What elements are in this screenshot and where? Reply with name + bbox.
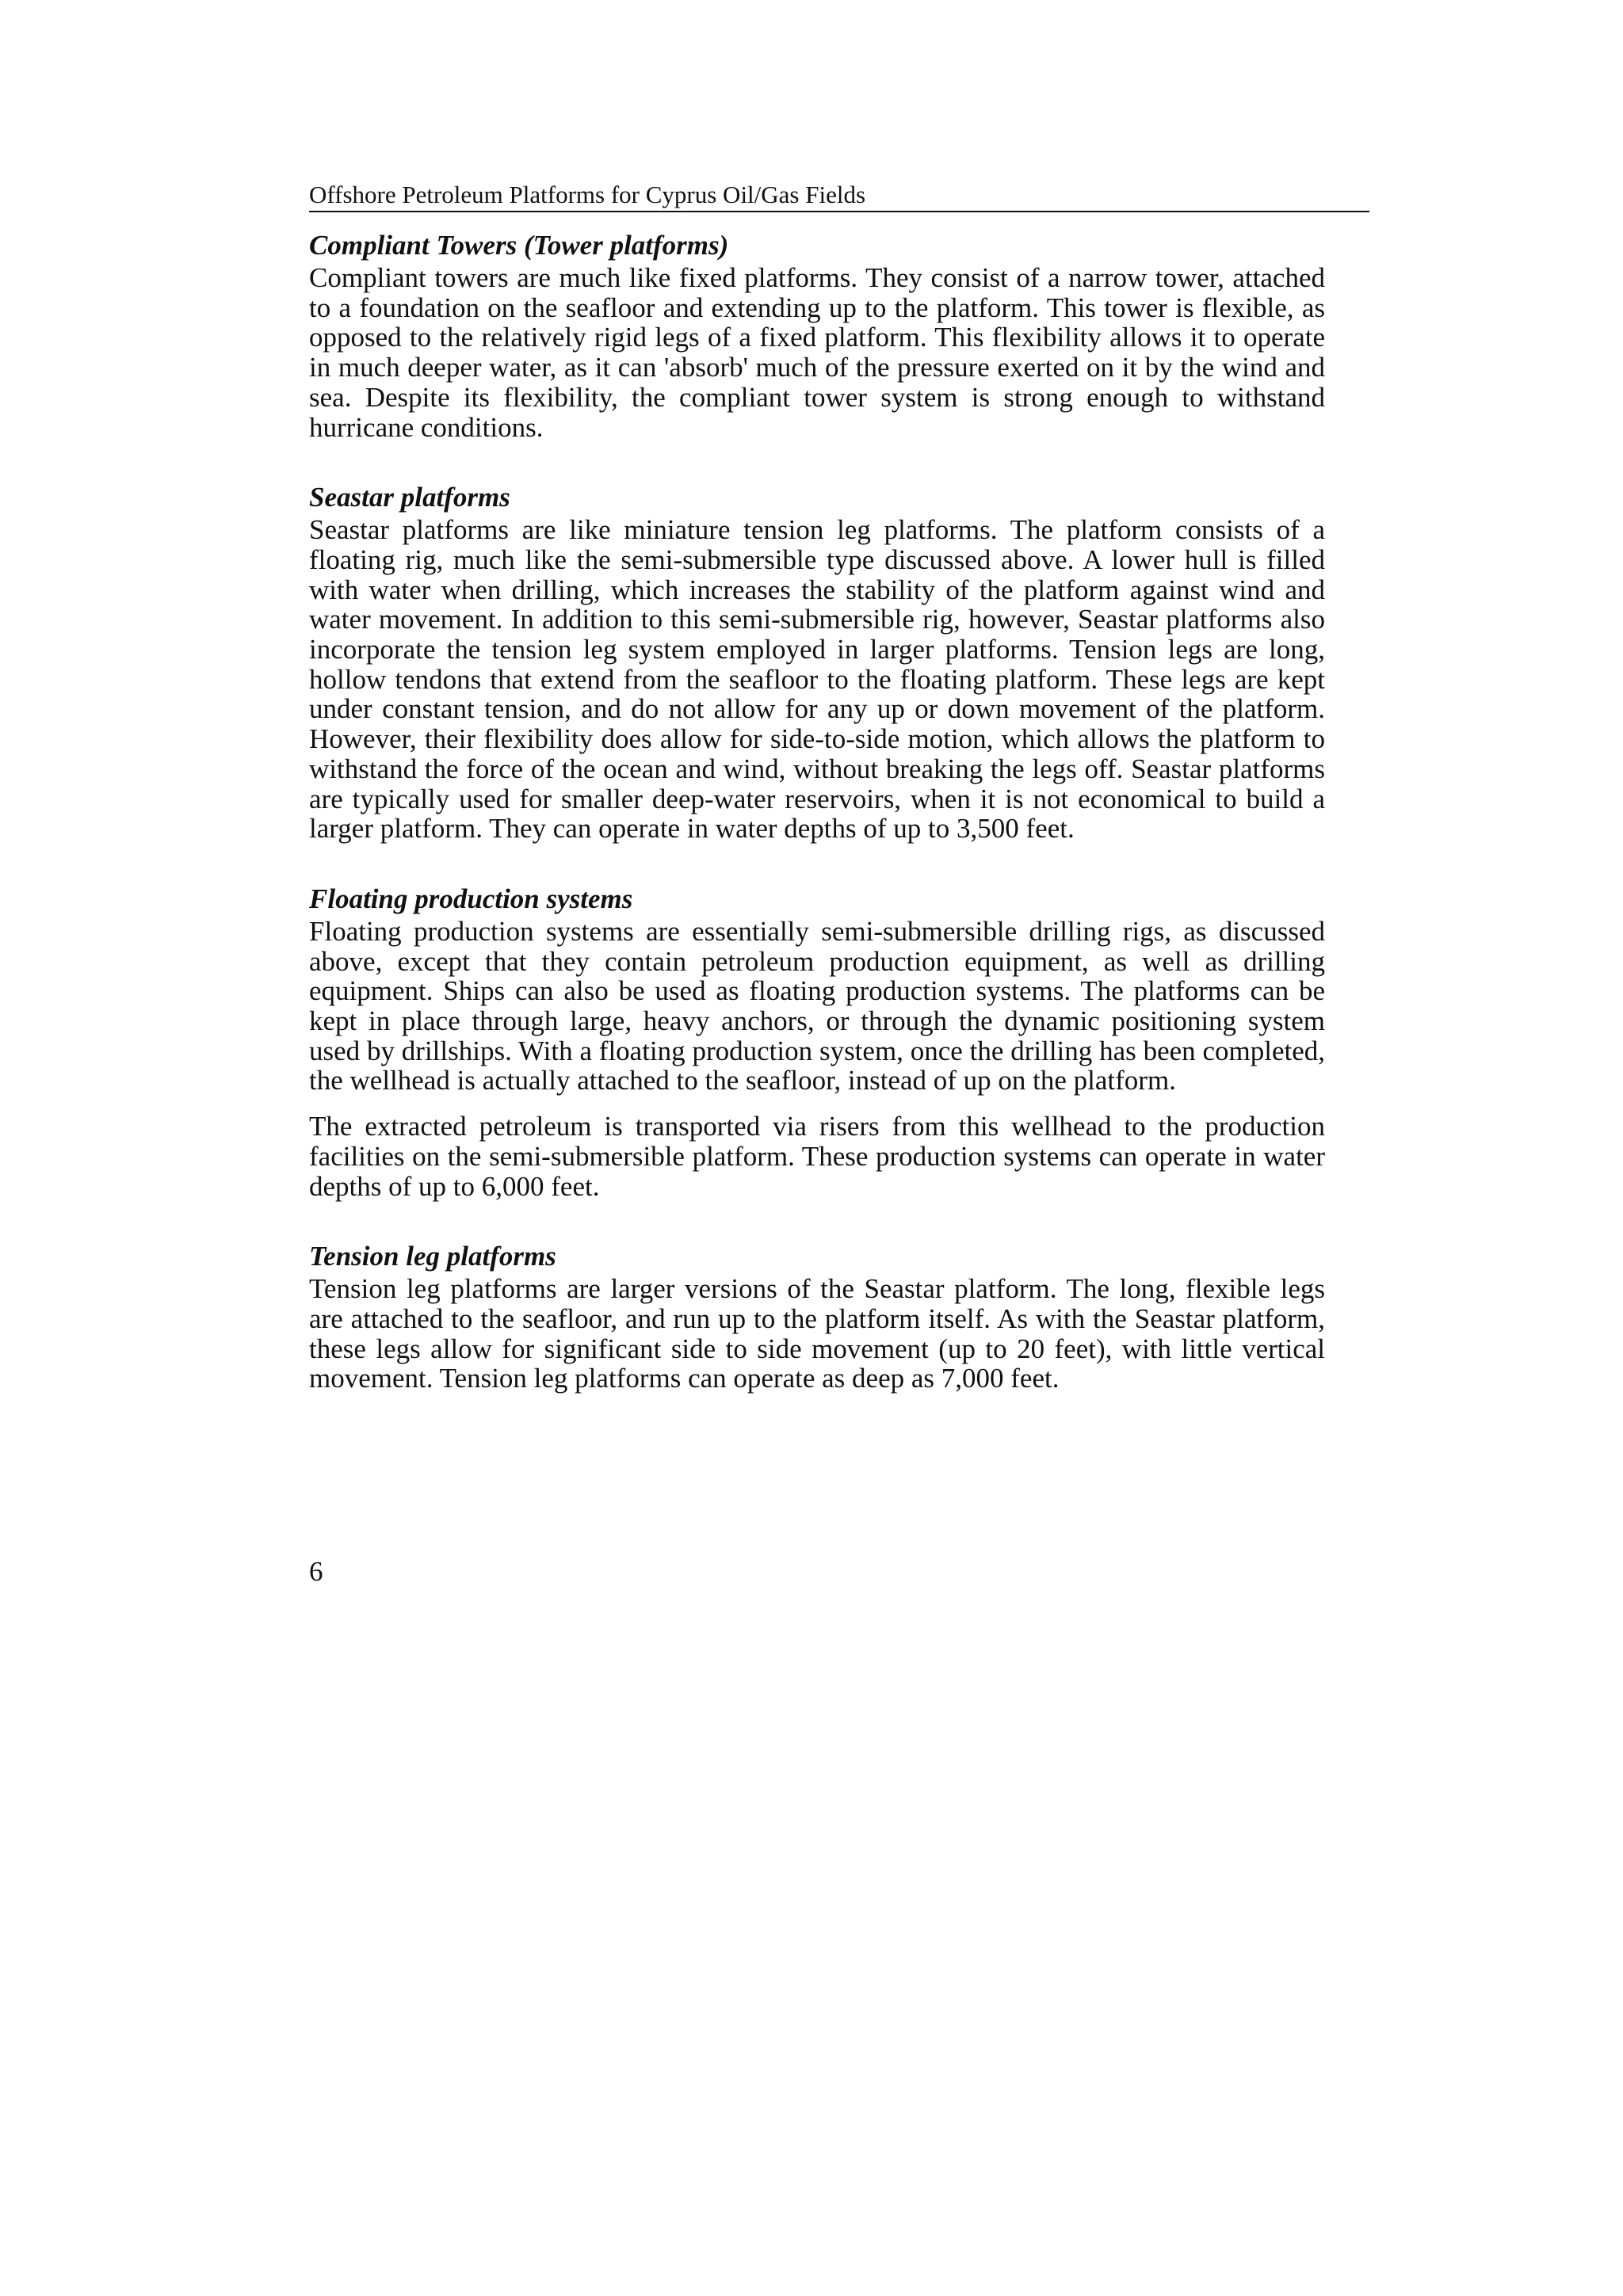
section-heading: Seastar platforms [309,482,510,513]
body-paragraph: Tension leg platforms are larger versions of the Seastar platform. The long, flexible legs are attached to the seafloor, and run up to the platform itself. As with the Seastar platform, these legs allow for significant side to side movement (up to 20 feet), with little vertical movement. Tension leg platforms can operate as deep as 7,000 feet. [309,1273,1325,1394]
body-paragraph: Compliant towers are much like fixed platforms. They consist of a narrow tower, attached to a foundation on the seafloor and extending up to the platform. This tower is flexible, as opposed to the relatively rigid legs of a fixed platform. This flexibility allows it to operate in much deeper water, as it can 'absorb' much of the pressure exerted on it by the wind and sea. Despite its flexibility, the compliant tower system is strong enough to withstand hurricane conditions. [309,262,1325,443]
section-heading: Tension leg platforms [309,1241,556,1272]
page-body [309,230,1325,1433]
body-paragraph: The extracted petroleum is transported via risers from this wellhead to the production facilities on the semi-submersible platform. These production systems can operate in water depths of up to 6,000 feet. [309,1111,1325,1202]
section-seastar-platforms [309,482,1325,844]
section-compliant-towers [309,230,1325,442]
section-floating-production-systems [309,883,1325,1201]
section-heading: Compliant Towers (Tower platforms) [309,230,729,261]
section-heading: Floating production systems [309,883,633,914]
page-number: 6 [309,1556,323,1587]
body-paragraph: Floating production systems are essentially semi-submersible drilling rigs, as discussed above, except that they contain petroleum production equipment, as well as drilling equipment. Ships can also be used as floating production systems. The platforms can be kept in place through large, heavy anchors, or through the dynamic positioning system used by drillships. With a floating production system, once the drilling has been completed, the wellhead is actually attached to the seafloor, instead of up on the platform. [309,915,1325,1097]
running-header: Offshore Petroleum Platforms for Cyprus Oil/Gas Fields [309,179,1369,212]
body-paragraph: Seastar platforms are like miniature tension leg platforms. The platform consists of a floating rig, much like the semi-submersible type discussed above. A lower hull is filled with water when drilling, which increases the stability of the platform against wind and water movement. In addition to this semi-submersible rig, however, Seastar platforms also incorporate the tension leg system employed in larger platforms. Tension legs are long, hollow tendons that extend from the seafloor to the floating platform. These legs are kept under constant tension, and do not allow for any up or down movement of the platform. However, their flexibility does allow for side-to-side motion, which allows the platform to withstand the force of the ocean and wind, without breaking the legs off. Seastar platforms are typically used for smaller deep-water reservoirs, when it is not economical to build a larger platform. They can operate in water depths of up to 3,500 feet. [309,514,1325,845]
section-tension-leg-platforms [309,1241,1325,1394]
